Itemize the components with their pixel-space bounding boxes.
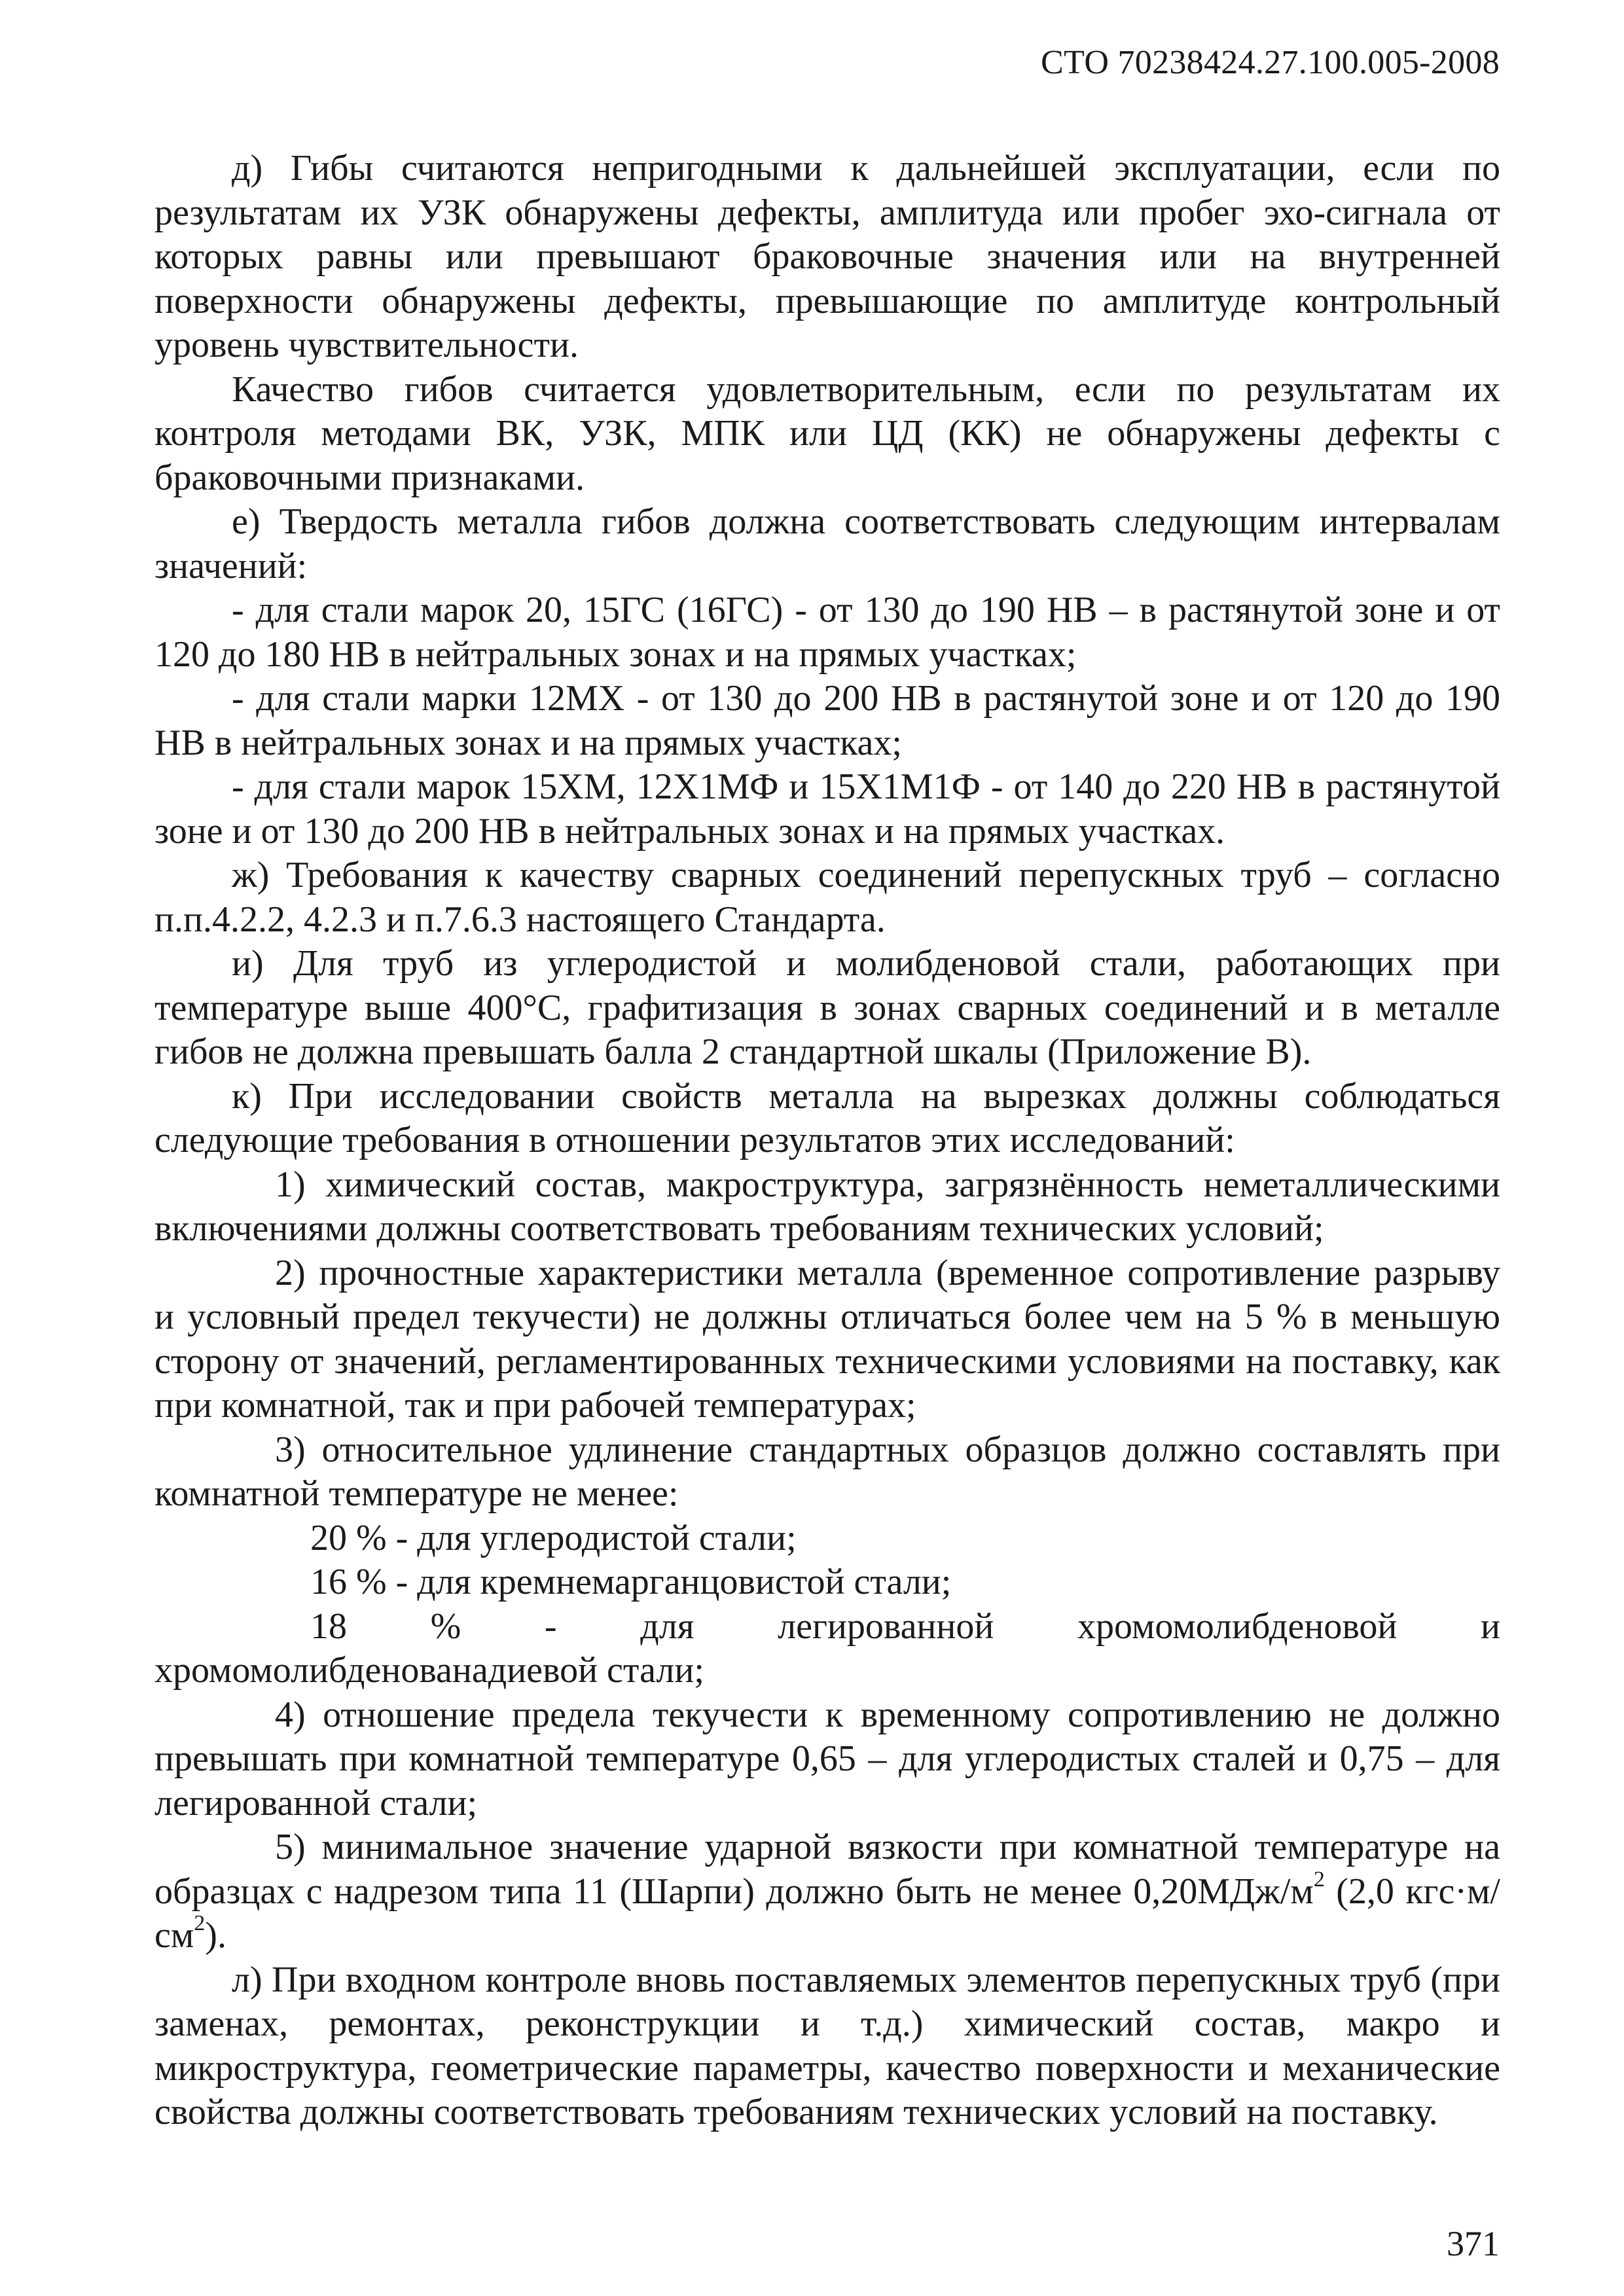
list-item-5-text-end: ). [205, 1915, 226, 1956]
paragraph-e: е) Твердость металла гибов должна соответствовать следующим интервалам значений: [154, 501, 1500, 586]
paragraph-l: л) При входном контроле вновь поставляемых элементов перепускных труб (при заменах, ремонтах, реконструкции и т.д.) химический состав, макро и микроструктура, геометрические параметры, качество поверхности и механические свойства должны соответствовать требованиям технических условий на поставку. [154, 1959, 1500, 2132]
paragraph-i: и) Для труб из углеродистой и молибденовой стали, работающих при температуре выше 400°С, графитизация в зонах сварных соединений и в металле гибов не должна превышать балла 2 стандартной шкалы (Приложение В). [154, 943, 1500, 1072]
document-body [154, 147, 1500, 2135]
list-item-4: 4) отношение предела текучести к временному сопротивлению не должно превышать при комнатной температуре 0,65 – для углеродистых сталей и 0,75 – для легированной стали; [154, 1694, 1500, 1823]
paragraph-d: д) Гибы считаются непригодными к дальнейшей эксплуатации, если по результатам их УЗК обнаружены дефекты, амплитуда или пробег эхо-сигнала от которых равны или превышают браковочные значения или на внутренней поверхности обнаружены дефекты, превышающие по амплитуде контрольный уровень чувствительности. [154, 148, 1500, 365]
list-item-3: 3) относительное удлинение стандартных образцов должно составлять при комнатной температуре не менее: [154, 1429, 1500, 1514]
list-item-5-text-cont: (2,0 кгс·м/см [154, 1871, 1500, 1956]
superscript-2: 2 [1313, 1867, 1325, 1892]
document-code-header: СТО 70238424.27.100.005-2008 [1040, 44, 1500, 81]
list-item-2: 2) прочностные характеристики металла (временное сопротивление разрыву и условный предел текучести) не должны отличаться более чем на 5 % в меньшую сторону от значений, регламентированных техническими условиями на поставку, как при комнатной, так и при рабочей температурах; [154, 1252, 1500, 1426]
paragraph-zh: ж) Требования к качеству сварных соединений перепускных труб – согласно п.п.4.2.2, 4.2.3 и п.7.6.3 настоящего Стандарта. [154, 855, 1500, 940]
list-item-steel-12mx: - для стали марки 12МХ - от 130 до 200 НВ в растянутой зоне и от 120 до 190 НВ в нейтральных зонах и на прямых участках; [154, 678, 1500, 763]
elongation-alloyed: 18 % - для легированной хромомолибденовой и хромомолибденованадиевой стали; [154, 1605, 1500, 1691]
list-item-5-text: 5) минимальное значение ударной вязкости при комнатной температуре на образцах с надрезом типа 11 (Шарпи) должно быть не менее 0,20МДж/м [154, 1827, 1500, 1912]
list-item-steel-15xm: - для стали марок 15ХМ, 12Х1МФ и 15Х1М1Ф - от 140 до 220 НВ в растянутой зоне и от 130 до 200 НВ в нейтральных зонах и на прямых участках. [154, 766, 1500, 852]
list-item-steel-20: - для стали марок 20, 15ГС (16ГС) - от 130 до 190 НВ – в растянутой зоне и от 120 до 180 НВ в нейтральных зонах и на прямых участках; [154, 590, 1500, 675]
paragraph-quality: Качество гибов считается удовлетворительным, если по результатам их контроля методами ВК, УЗК, МПК или ЦД (КК) не обнаружены дефекты с браковочными признаками. [154, 368, 1500, 498]
superscript-2: 2 [194, 1911, 206, 1935]
paragraph-k: к) При исследовании свойств металла на вырезках должны соблюдаться следующие требования в отношении результатов этих исследований: [154, 1075, 1500, 1160]
list-item-1: 1) химический состав, макроструктура, загрязнённость неметаллическими включениями должны соответствовать требованиям технических условий; [154, 1164, 1500, 1249]
elongation-carbon: 20 % - для углеродистой стали; [310, 1517, 797, 1558]
elongation-silicon-manganese: 16 % - для кремнемарганцовистой стали; [310, 1562, 952, 1602]
page-number: 371 [1447, 2224, 1500, 2263]
list-item-5 [154, 1825, 1500, 1958]
